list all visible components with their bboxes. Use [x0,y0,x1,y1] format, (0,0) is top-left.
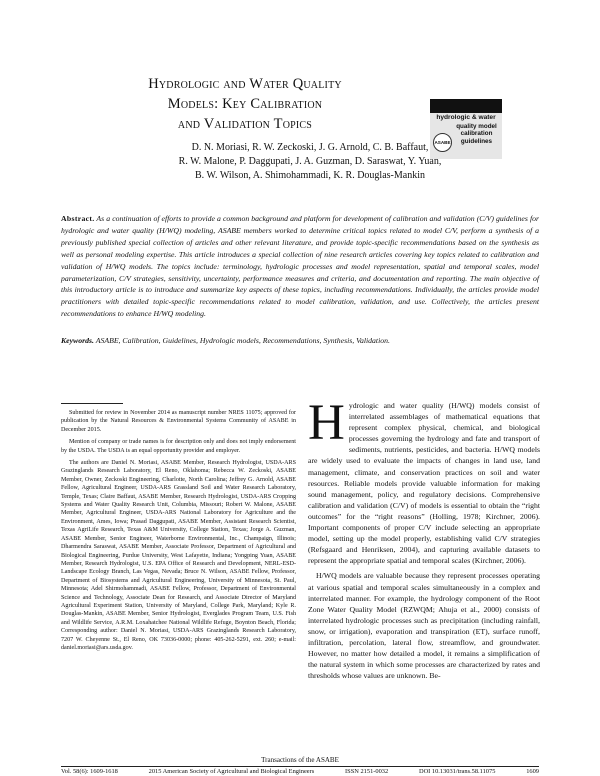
authors-line-3: B. W. Wilson, A. Shimohammadi, K. R. Douglas-Mankin [195,170,425,182]
submission-note: Submitted for review in November 2014 as manuscript number NRES 11075; approved for publication by the Natural Resources & Environmental Systems Community of ASABE in December 2015. [61,410,296,433]
doi: DOI 10.13031/trans.58.11075 [418,768,496,775]
page-footer [61,768,539,775]
article-title [60,74,430,134]
volume-citation: Vol. 58(6): 1609-1618 [61,768,118,775]
author-footnotes [61,409,296,656]
logo-line-1: hydrologic & water [436,114,496,121]
authors-line-2: R. W. Malone, P. Daggupati, J. A. Guzman, D. Saraswat, Y. Yuan, [178,156,442,168]
intro-paragraph [308,395,540,566]
author-list [62,141,558,184]
authors-line-1: D. N. Moriasi, R. W. Zeckoski, J. G. Arnold, C. B. Baffaut, [191,142,429,153]
abstract-label: Abstract. [61,214,95,223]
copyright: 2015 American Society of Agricultural and Biological Engineers [148,768,315,775]
title-line-3: and Validation Topics [177,116,313,132]
seal-text: ASABE [434,140,451,145]
issn: ISSN 2151-0032 [345,768,389,775]
keywords-label: Keywords. [61,336,94,345]
footnote-rule [61,403,123,404]
page-number: 1609 [526,768,539,775]
footer-rule [61,766,539,767]
body-text [308,395,540,681]
logo-line-2: quality model [456,123,497,130]
disclaimer-note: Mention of company or trade names is for description only and does not imply endorsement by the USDA. The USDA is an equal opportunity provider and employer. [61,439,296,454]
second-paragraph: H/WQ models are valuable because they represent processes operating at various spatial and temporal scales simultaneously in a complex and interrelated manner. For example, the hydrology component of the Root Zone Water Quality Model (RZWQM; Ahuja et al., 2000) consists of interrelated hydrologic processes such as precipitation (including rainfall, snow, or irrigation), evaporation and transpiration (ET), surface runoff, infiltration, percolation, lateral flow, streamflow, and groundwater. However, no matter how detailed a model, it remains a simplification of the natural system in which some processes are characterized by rates and thresholds whose values are unknown. Be- [308,571,540,681]
author-affiliations: The authors are Daniel N. Moriasi, ASABE Member, Research Hydrologist, USDA-ARS Grazinglands Research Laboratory, El Reno, Oklahoma; Rebecca W. Zeckoski, ASABE Member, Owner, Zeckoski Engineering, Charlotte, North Carolina; Jeffrey G. Arnold, ASABE Fellow, Agricultural Engineer, USDA-ARS Grassland Soil and Water Research Laboratory, Temple, Texas; Claire Baffaut, ASABE Member, Research Hydrologist, USDA-ARS Cropping Systems and Water Quality Research Unit, Columbia, Missouri; Robert W. Malone, ASABE Member, Agricultural Engineer, USDA-ARS National Laboratory for Agriculture and the Environment, Ames, Iowa; Prasad Daggupati, ASABE Member, Assistant Research Scientist, Texas AgriLife Research, Texas A&M University, College Station, Texas; Jorge A. Guzman, ASABE Member, Senior Engineer, Waterborne Environmental, Inc., Champaign, Illinois; Dharmendra Saraswat, ASABE Member, Associate Professor, Department of Agricultural and Biological Engineering, Purdue University, West Lafayette, Indiana; Yongping Yuan, ASABE Member, Research Hydrologist, U.S. EPA Office of Research and Development, NERL-ESD-Landscape Ecology Branch, Las Vegas, Nevada; Bruce N. Wilson, ASABE Fellow, Professor, Department of Biosystems and Agricultural Engineering, University of Minnesota, St. Paul, Minnesota; Adel Shirmohammadi, ASABE Fellow, Professor, Department of Environmental Science and Technology, Associate Dean for Research, and Associate Director of Maryland Agricultural Experiment Station, University of Maryland, College Park, Maryland; Kyle R. Douglas-Mankin, ASABE Member, Senior Hydrologist, Everglades Program Team, U.S. Fish and Wildlife Service, A.R.M. Loxahatchee National Wildlife Refuge, Boynton Beach, Florida; Corresponding author: Daniel N. Moriasi, USDA-ARS Grazinglands Research Laboratory, 7207 W. Cheyenne St., El Reno, OK 73036-0000; phone: 405-262-5291, ext. 260; e-mail: daniel.moriasi@ars.usda.gov. [61,460,296,651]
logo-line-3: calibration [460,130,493,138]
intro-paragraph-text: ydrologic and water quality (H/WQ) models consist of interrelated assemblages of mathematical equations that represent complex physical, chemical, and biological processes governing the hydrology and fate and transport of sediments, nutrients, pesticides, and bacteria. H/WQ models are widely used to evaluate the impacts of changes in land use, land management, climate, and conservation practices on soil and water resources. Reliable models provide valuable information for making sound management, policy, and regulatory decisions. Comprehensive calibration and validation (C/V) of models is essential to obtain the “right outcomes” for the “right reasons” (Holling, 1978; Kirchner, 2006). Important components of proper C/V include selecting an appropriate model, setting up the model properly, establishing valid C/V strategies (Refsgaard and Henriksen, 2004), and capturing available datasets to represent the appropriate spatial and temporal scales (Kirchner, 2006). [308,401,540,566]
journal-name: Transactions of the ASABE [261,756,339,764]
keywords-text: ASABE, Calibration, Guidelines, Hydrologic models, Recommendations, Synthesis, Validation. [95,336,390,345]
drop-cap: H [308,395,345,451]
title-line-1: Hydrologic and Water Quality [148,76,342,92]
abstract-text: As a continuation of efforts to provide a common background and platform for development of calibration and validation (C/V) guidelines for hydrologic and water quality (H/WQ) modeling, ASABE members worked to determine critical topics related to model C/V, perform a synthesis of a previously published special collection of articles and other relevant literature, and provide topic-specific recommendations based on the synthesis as well as personal modeling expertise. This article introduces a special collection of nine research articles covering key topics related to calibration and validation of H/WQ models. The topics include: terminology, hydrologic processes and model representation, spatial and temporal scales, model parameterization, C/V strategies, sensitivity, uncertainty, performance measures and criteria, and documentation and reporting. The main objective of this introductory article is to introduce and summarize key aspects of these topics, including recommendations. Individually, the articles provide model practitioners with detailed topic-specific recommendations related to model calibration, validation, and use. Collectively, the articles present recommendations to enhance H/WQ modeling. [61,214,539,319]
logo-line-4: guidelines [460,137,493,145]
title-line-2: Models: Key Calibration [167,96,323,112]
keywords [61,335,539,346]
abstract [61,213,539,320]
